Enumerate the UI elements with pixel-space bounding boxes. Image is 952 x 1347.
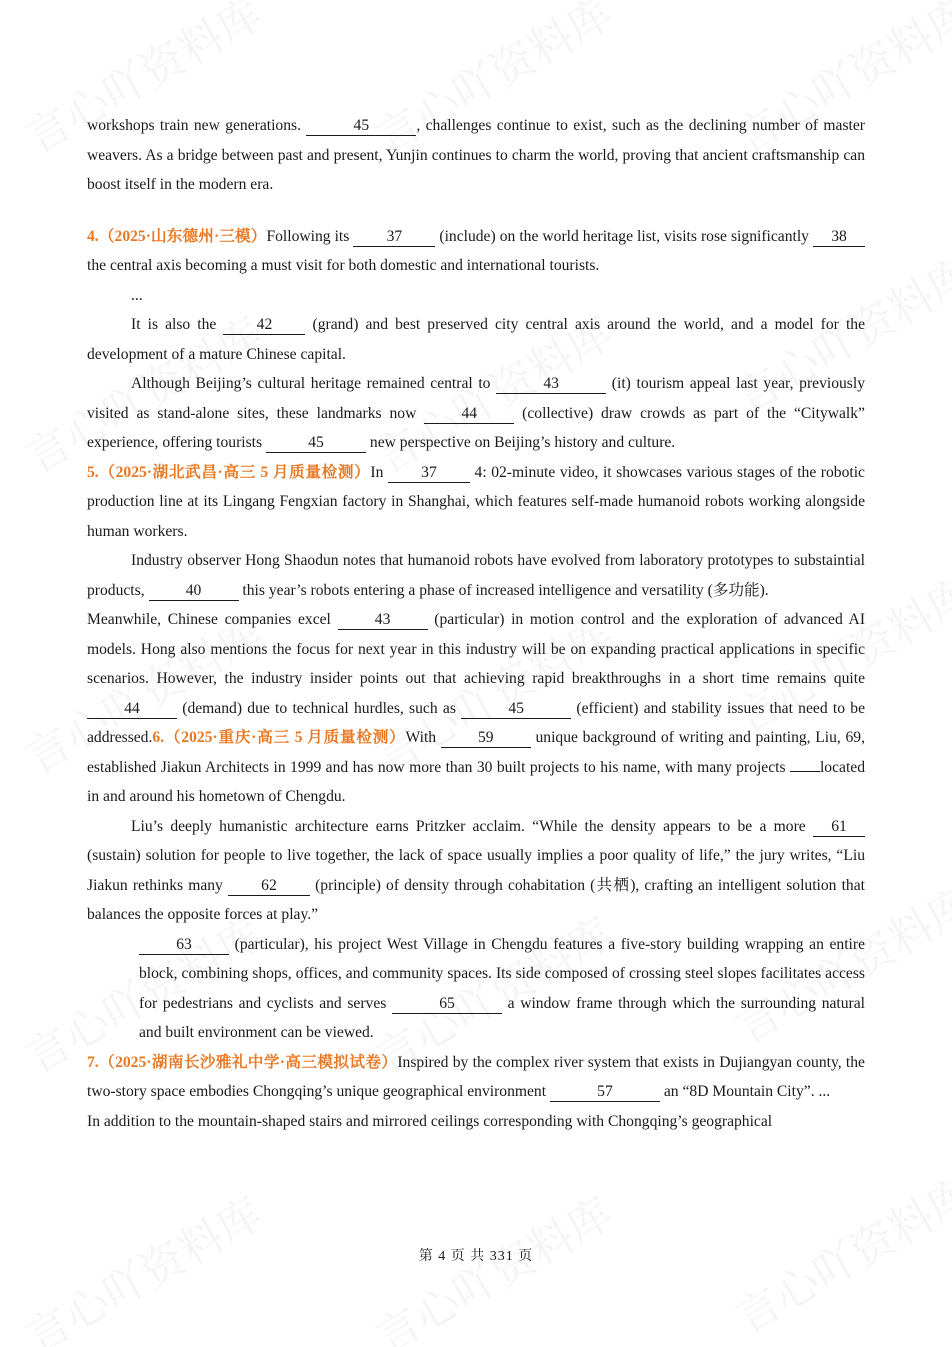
blank-37[interactable]: 37 <box>353 228 435 247</box>
paragraph-yunjin: workshops train new generations. 45 , challenges continue to exist, such as the declining number of master weavers. As a bridge between past and present, Yunjin continues to charm the world, proving that ancient craftsmanship can boost itself in the modern era. <box>87 117 865 193</box>
blank-38[interactable]: 38 <box>813 228 865 247</box>
blank-43[interactable]: 43 <box>496 375 606 394</box>
blank-59[interactable]: 59 <box>441 729 531 748</box>
blank-45[interactable]: 45 <box>266 434 366 453</box>
question-7-paragraph-2: In addition to the mountain-shaped stairs and mirrored ceilings corresponding with Chongqing’s geographical <box>87 1112 773 1130</box>
question-5-paragraph-2: Industry observer Hong Shaodun notes that humanoid robots have evolved from laboratory prototypes to substaintial products, 40 this year’s robots entering a phase of increased intelligence and versatility (多功能). <box>87 552 865 599</box>
blank-42[interactable]: 42 <box>223 316 305 335</box>
question-5-heading: 5.（2025·湖北武昌·高三 5 月质量检测） <box>87 463 371 481</box>
blank-62[interactable]: 62 <box>228 877 310 896</box>
question-4-paragraph-3: Although Beijing’s cultural heritage remained central to 43 (it) tourism appeal last year, previously visited as stand-alone sites, these landmarks now 44 (collective) draw crowds as part of the “Citywalk” experience, offering tourists 45 new perspective on Beijing’s history and culture. <box>87 375 865 451</box>
blank-45[interactable]: 45 <box>306 117 416 136</box>
question-7-heading: 7.（2025·湖南长沙雅礼中学·高三模拟试卷） <box>87 1053 398 1071</box>
question-6-heading: 6.（2025·重庆·高三 5 月质量检测） <box>152 729 406 746</box>
blank-44[interactable]: 44 <box>424 405 514 424</box>
blank-37[interactable]: 37 <box>388 464 470 483</box>
blank-65[interactable]: 65 <box>392 995 502 1014</box>
blank-44[interactable]: 44 <box>87 700 177 719</box>
question-4-heading: 4.（2025·山东德州·三模） <box>87 227 267 245</box>
blank-57[interactable]: 57 <box>550 1083 660 1102</box>
question-4-intro: 4.（2025·山东德州·三模）Following its 37 (include) on the world heritage list, visits rose significantly 38 the central axis becoming a must visit for both domestic and international tourists. <box>87 222 865 281</box>
question-5-paragraph-3: Meanwhile, Chinese companies excel 43 (particular) in motion control and the exploration of advanced AI models. Hong also mentions the focus for next year in this industry will be on expanding practical applications in specific scenarios. However, the industry insider points out that achieving rapid breakthroughs in a short time remains quite 44 (demand) due to technical hurdles, such as 45 (efficient) and stability issues that need to be addressed.6.（2025·重庆·高三 5 月质量检测）With 59 unique background of writing and painting, Liu, 69, established Jiakun Architects in 1999 and has now more than 30 built projects to his name, with many projects located in and around his hometown of Chengdu. <box>87 611 866 805</box>
ellipsis: ... <box>131 286 143 304</box>
question-7-intro: 7.（2025·湖南长沙雅礼中学·高三模拟试卷）Inspired by the complex river system that exists in Dujiangyan county, the two-story space embodies Chongqing’s unique geographical environment 57 an “8D Mountain City”. ... <box>87 1053 865 1100</box>
question-6-paragraph-2: Liu’s deeply humanistic architecture earns Pritzker acclaim. “While the density appears to be a more 61 (sustain) solution for people to live together, the lack of space usually implies a poor quality of life,” the jury writes, “Liu Jiakun rethinks many 62 (principle) of density through cohabitation (共栖), crafting an intelligent solution that balances the opposite forces at play.” <box>87 817 865 923</box>
blank-61[interactable]: 61 <box>813 818 865 837</box>
question-4-paragraph-2: It is also the 42 (grand) and best preserved city central axis around the world, and a model for the development of a mature Chinese capital. <box>87 316 865 363</box>
question-6-paragraph-3: 63 (particular), his project West Village in Chengdu features a five-story building wrapping an entire block, combining shops, offices, and community spaces. Its side composed of crossing steel slopes facilitates access for pedestrians and cyclists and serves 65 a window frame through which the surrounding natural and built environment can be viewed. <box>139 935 865 1041</box>
blank-43[interactable]: 43 <box>338 611 428 630</box>
blank-60[interactable] <box>790 771 820 772</box>
blank-45[interactable]: 45 <box>461 700 571 719</box>
page-footer: 第 4 页 共 331 页 <box>418 1249 534 1264</box>
document-body <box>87 111 865 1136</box>
question-5-intro: 5.（2025·湖北武昌·高三 5 月质量检测）In 37 4: 02-minute video, it showcases various stages of the robotic production line at its Lingang Fengxian factory in Shanghai, which features self-made humanoid robots working alongside human workers. <box>87 463 865 540</box>
blank-63[interactable]: 63 <box>139 936 229 955</box>
blank-40[interactable]: 40 <box>149 582 239 601</box>
